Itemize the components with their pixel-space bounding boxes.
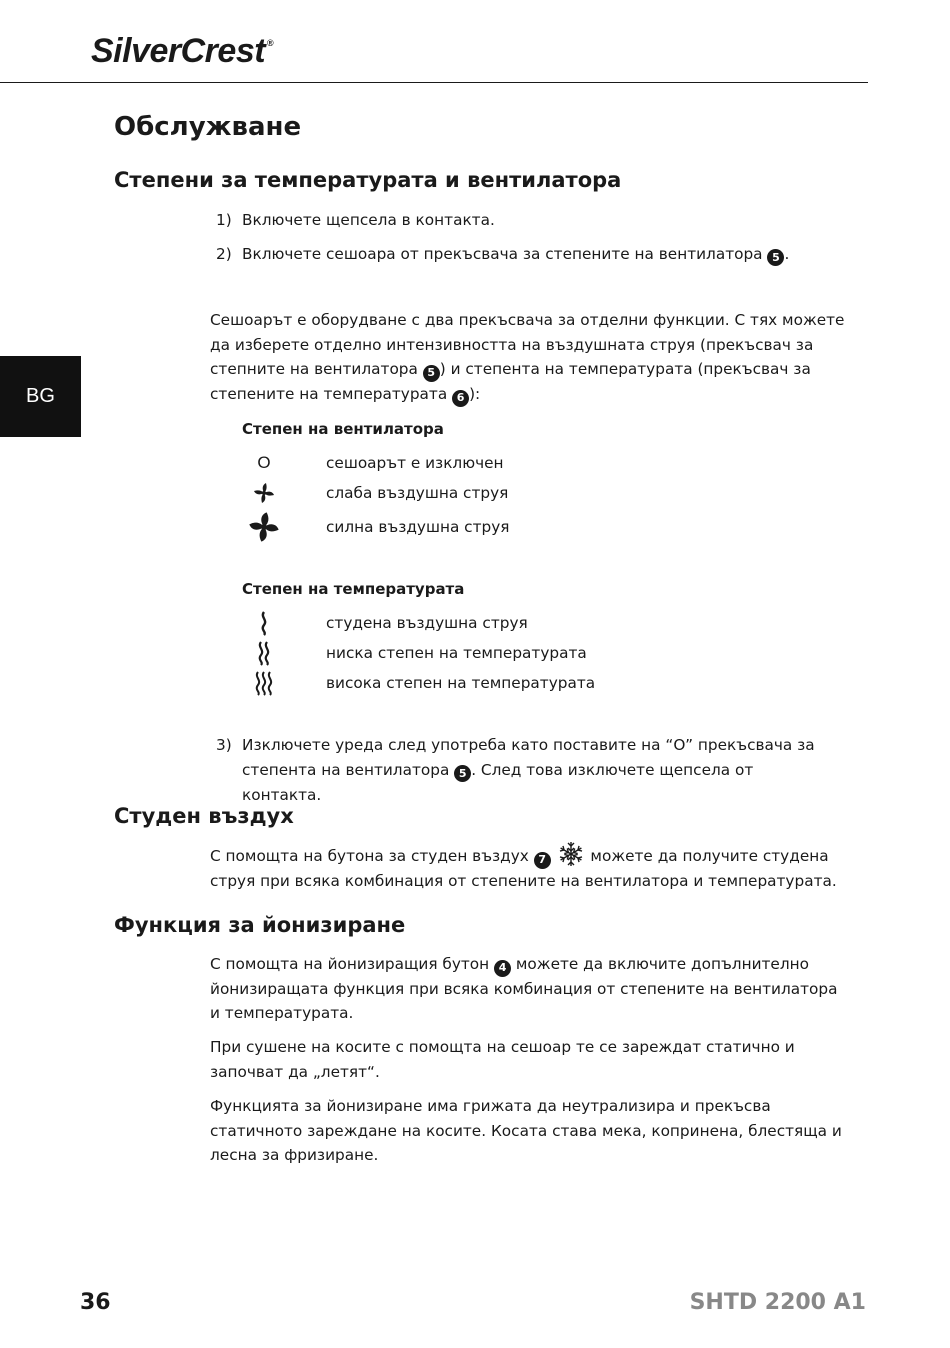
off-symbol: O: [257, 453, 271, 472]
step-number: 3): [216, 736, 232, 754]
fan-level-label: силна въздушна струя: [326, 518, 510, 536]
ref-badge: 5: [423, 365, 440, 382]
header-divider: [0, 82, 868, 83]
heat-two-waves-icon: [246, 639, 282, 667]
step-text: Включете щепсела в контакта.: [242, 211, 495, 229]
ion-paragraph-3: Функцията за йонизиране има грижата да неутрализира и прекъсва статичното зареждане на косите. Косата става мека, копринена, блестяща и лесна за фризиране.: [210, 1097, 842, 1164]
fan-large-icon: [246, 510, 282, 544]
temp-level-label: висока степен на температурата: [326, 674, 596, 692]
cold-air-text-1: С помощта на бутона за студен въздух: [210, 847, 534, 865]
language-tab: [0, 356, 81, 437]
step-text: [242, 733, 836, 808]
ion-text-1: С помощта на йонизиращия бутон: [210, 955, 495, 973]
ion-paragraph-2: При сушене на косите с помощта на сешоар те се зареждат статично и започват да „летят“.: [210, 1038, 795, 1081]
fan-level-label: сешоарът е изключен: [326, 454, 504, 472]
step-3: [216, 733, 836, 808]
brand-logo: [91, 32, 273, 71]
fan-level-low: [246, 479, 509, 507]
temp-level-cold: [246, 609, 528, 637]
ion-paragraph-1: [210, 952, 850, 1026]
heat-three-waves-icon: [246, 669, 282, 697]
fan-level-high: [246, 510, 510, 544]
intro-text-1: Сешоарът е оборудване с два прекъсвача за отделни функции. С тях можете да изберете отделно интензивността на въздушната струя (прекъсвач за степните на вентилатора: [210, 311, 845, 378]
intro-text-3: ):: [469, 384, 481, 403]
temp-level-label: студена въздушна струя: [326, 614, 528, 632]
ref-badge: 5: [767, 249, 784, 266]
intro-paragraph: [210, 308, 850, 407]
ref-badge: 7: [534, 852, 551, 869]
temp-level-high: [246, 669, 596, 697]
temp-level-label: ниска степен на температурата: [326, 644, 587, 662]
step-text-main: Изключете уреда след употреба като поставите на “O” прекъсвача за степента на вентилатора: [242, 736, 815, 779]
step-number: 2): [216, 245, 232, 263]
step-text: [242, 242, 856, 267]
ref-badge: 4: [494, 960, 511, 977]
temp-level-low: [246, 639, 587, 667]
off-circle-icon: [246, 449, 282, 477]
step-text-end: . След това изключете щепсела от контакта.: [242, 761, 754, 804]
step-text-end: .: [784, 245, 790, 263]
section-title-cold-air: Студен въздух: [114, 804, 294, 828]
step-text-main: Включете сешоара от прекъсвача за степените на вентилатора: [242, 245, 763, 263]
heat-one-wave-icon: [246, 609, 282, 637]
intro-text-2: ) и степента на температурата (прекъсвач за степените на температурата: [210, 360, 811, 403]
registered-mark: ®: [267, 38, 274, 48]
ref-badge: 5: [454, 765, 471, 782]
fan-level-off: [246, 449, 504, 477]
ref-badge: 6: [452, 390, 469, 407]
model-number: SHTD 2200 A1: [689, 1290, 866, 1315]
language-code: BG: [26, 385, 55, 407]
fan-small-icon: [246, 479, 282, 507]
step-2: [216, 242, 856, 267]
cold-air-paragraph: [210, 841, 850, 893]
step-number: 1): [216, 211, 232, 229]
snowflake-icon: [558, 841, 584, 867]
fan-levels-title: Степен на вентилатора: [242, 420, 444, 438]
page-number: 36: [80, 1290, 111, 1315]
brand-name: SilverCrest: [91, 32, 266, 70]
page-title: Обслужване: [114, 112, 302, 142]
section-title-ionization: Функция за йонизиране: [114, 913, 406, 937]
step-1: [216, 208, 856, 233]
ion-text-2: можете да включите допълнително йонизиращата функция при всяка комбинация от степените на вентилатора и температурата.: [210, 955, 838, 1023]
cold-air-text-2: можете да получите студена струя при всяка комбинация от степените на вентилатора и температурата.: [210, 847, 837, 890]
temp-levels-title: Степен на температурата: [242, 580, 465, 598]
fan-level-label: слаба въздушна струя: [326, 484, 509, 502]
section-title-fan-temp: Степени за температурата и вентилатора: [114, 168, 622, 192]
